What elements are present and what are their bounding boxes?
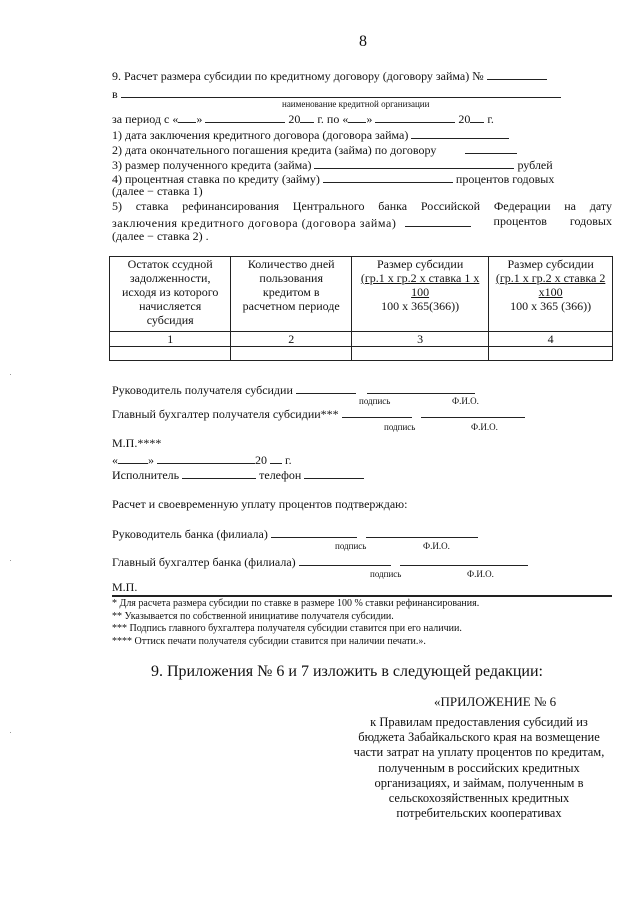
contract-date-blank[interactable]: [411, 126, 509, 139]
table-header-row: [110, 257, 613, 332]
scan-speck: [10, 732, 11, 733]
appendix-line: организациях, и займам, полученным в: [374, 775, 584, 790]
section-title: 9. Расчет размера субсидии по кредитному договору (договору займа) №: [112, 67, 547, 84]
appendix-line: полученным в российских кредитных: [378, 760, 580, 775]
sign-caption-3: подпись: [335, 541, 367, 551]
appendix-line: потребительских кооперативах: [396, 806, 562, 821]
item-2: 2) дата окончательного погашения кредита (займа) по договору: [112, 141, 517, 158]
executor-line: Исполнитель телефон: [112, 466, 364, 483]
item-5-line1: 5) ставка рефинансирования Центрального банка Российской Федерации на дату: [112, 199, 612, 213]
col-number-4: 4: [489, 332, 613, 347]
phone-blank[interactable]: [304, 466, 364, 479]
head-signature-line: Руководитель получателя субсидии: [112, 381, 475, 398]
sign-caption-2: подпись: [384, 422, 416, 432]
cell-input[interactable]: [110, 347, 231, 361]
accountant-signature-blank[interactable]: [342, 405, 412, 418]
header-col-2: Количество дней пользования кредитом в расчетном периоде: [231, 257, 352, 332]
head-fio-blank[interactable]: [367, 381, 475, 394]
item-3: 3) размер полученного кредита (займа) рублей: [112, 158, 553, 172]
executor-blank[interactable]: [182, 466, 256, 479]
header-col-1: Остаток ссудной задолженности, исходя из которого начисляется субсидия: [110, 257, 231, 332]
bank-accountant-signature-blank[interactable]: [299, 553, 391, 566]
bank-stamp-label: М.П.: [112, 580, 138, 594]
fio-caption-3: Ф.И.О.: [423, 541, 450, 551]
bank-accountant-line: Главный бухгалтер банка (филиала): [112, 553, 528, 570]
accountant-fio-blank[interactable]: [421, 405, 525, 418]
item-1: 1) дата заключения кредитного договора (договора займа): [112, 126, 509, 143]
date-year-blank[interactable]: [270, 451, 282, 464]
footnote-1: * Для расчета размера субсидии по ставке в размере 100 % ставки рефинансирования.: [112, 598, 480, 609]
amendment-heading: 9. Приложения № 6 и 7 изложить в следующей редакции:: [151, 663, 543, 680]
sign-caption-4: подпись: [370, 569, 402, 579]
period-to-day[interactable]: [348, 110, 366, 123]
scan-speck: [10, 374, 11, 375]
interest-rate-blank[interactable]: [323, 170, 453, 183]
header-col-4: Размер субсидии (гр.1 х гр.2 х ставка 2 х100 100 х 365 (366)): [489, 257, 613, 332]
period-line: за период с « » 20 г. по « » 20 г.: [112, 112, 494, 126]
col-number-2: 2: [231, 332, 352, 347]
appendix-line: части затрат на уплату процентов по кредитам,: [353, 745, 605, 760]
cell-input[interactable]: [231, 347, 352, 361]
appendix-line: к Правилам предоставления субсидий из: [370, 715, 588, 729]
org-name-blank[interactable]: [121, 85, 561, 98]
fio-caption-1: Ф.И.О.: [452, 396, 479, 406]
col-number-3: 3: [352, 332, 489, 347]
bank-accountant-fio-blank[interactable]: [400, 553, 528, 566]
org-caption: наименование кредитной организации: [282, 99, 430, 109]
appendix-line: сельскохозяйственных кредитных: [388, 791, 570, 806]
loan-amount-blank[interactable]: [314, 156, 514, 169]
item-4-line2: (далее − ставка 1): [112, 184, 203, 198]
date-line: « » 20 г.: [112, 453, 292, 467]
period-from-year[interactable]: [300, 110, 314, 123]
footnote-4: **** Оттиск печати получателя субсидии ставится при наличии печати.».: [112, 636, 426, 647]
item-5-line2: заключения кредитного договора (договора займа) процентов годовых: [112, 214, 612, 230]
appendix-block: [335, 715, 623, 821]
table-row: [110, 347, 613, 361]
item-4: 4) процентная ставка по кредиту (займу) процентов годовых: [112, 172, 555, 186]
footnote-divider: [112, 595, 612, 597]
bank-head-fio-blank[interactable]: [366, 525, 478, 538]
page-number: 8: [359, 33, 367, 50]
period-to-year[interactable]: [470, 110, 484, 123]
cell-input[interactable]: [489, 347, 613, 361]
scan-speck: [10, 560, 11, 561]
footnote-3: *** Подпись главного бухгалтера получателя субсидии ставится при его наличии.: [112, 623, 462, 634]
contract-number-blank[interactable]: [487, 67, 547, 80]
date-month-blank[interactable]: [157, 451, 255, 464]
table-number-row: [110, 332, 613, 347]
date-day-blank[interactable]: [118, 451, 148, 464]
subsidy-table: [109, 256, 613, 361]
fio-caption-4: Ф.И.О.: [467, 569, 494, 579]
appendix-line: бюджета Забайкальского края на возмещение: [358, 730, 600, 745]
head-signature-blank[interactable]: [296, 381, 356, 394]
sign-caption-1: подпись: [359, 396, 391, 406]
appendix-title: «ПРИЛОЖЕНИЕ № 6: [434, 694, 557, 709]
confirm-text: Расчет и своевременную уплату процентов подтверждаю:: [112, 497, 408, 511]
period-to-month[interactable]: [375, 110, 455, 123]
org-line: в: [112, 85, 561, 102]
period-from-day[interactable]: [178, 110, 196, 123]
refinancing-rate-blank[interactable]: [405, 214, 471, 227]
accountant-signature-line: Главный бухгалтер получателя субсидии***: [112, 405, 525, 422]
col-number-1: 1: [110, 332, 231, 347]
bank-head-signature-blank[interactable]: [271, 525, 357, 538]
period-from-month[interactable]: [205, 110, 285, 123]
repayment-date-blank[interactable]: [465, 141, 517, 154]
stamp-label: М.П.****: [112, 436, 162, 450]
footnote-2: ** Указывается по собственной инициативе получателя субсидии.: [112, 611, 394, 622]
fio-caption-2: Ф.И.О.: [471, 422, 498, 432]
bank-head-line: Руководитель банка (филиала): [112, 525, 478, 542]
item-5-line3: (далее − ставка 2) .: [112, 229, 209, 243]
header-col-3: Размер субсидии (гр.1 х гр.2 х ставка 1 х 100 100 х 365(366)): [352, 257, 489, 332]
cell-input[interactable]: [352, 347, 489, 361]
